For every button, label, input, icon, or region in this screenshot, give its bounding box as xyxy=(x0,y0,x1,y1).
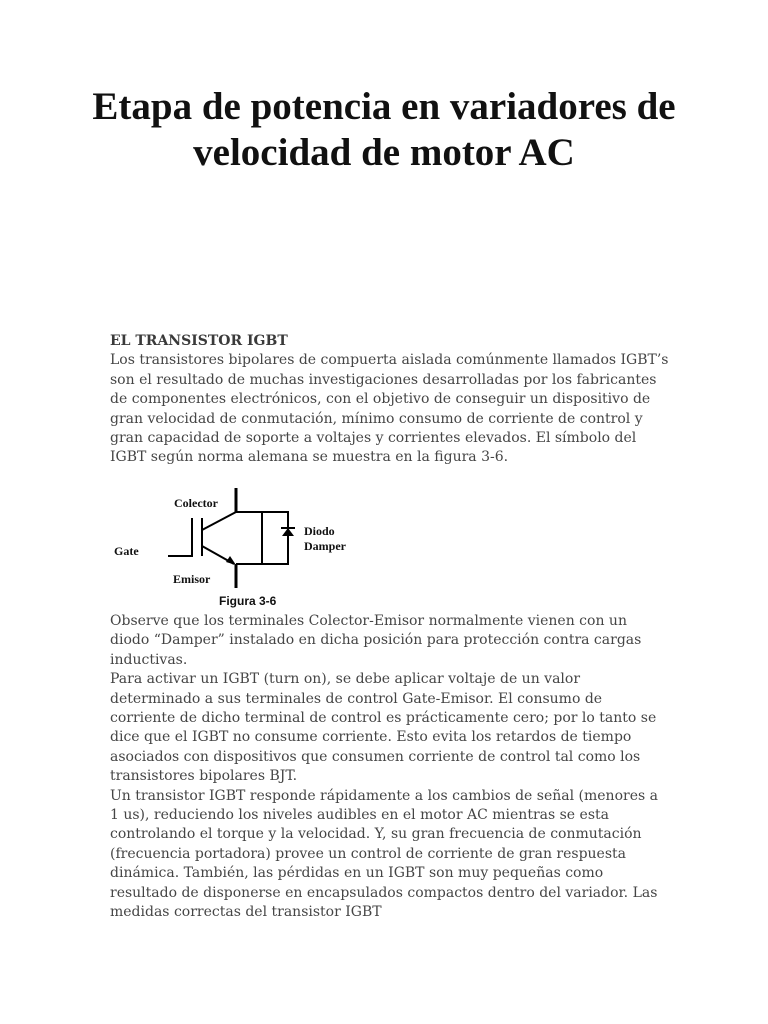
label-damper: Damper xyxy=(304,539,346,553)
paragraph-intro: Los transistores bipolares de compuerta aislada comúnmente llamados IGBT’s son el resultado de muchas investigaciones desarrolladas por los fabricantes de componentes electrónicos, con el objetivo de conseguir un dispositivo de gran velocidad de conmutación, mínimo consumo de corriente de control y gran capacidad de soporte a voltajes y corrientes elevados. El símbolo del IGBT según norma alemana se muestra en la figura 3-6. xyxy=(110,352,669,466)
figure-caption: Figura 3-6 xyxy=(219,594,277,608)
document-title: Etapa de potencia en variadores de velocidad de motor AC xyxy=(92,85,676,174)
paragraph-damper: Observe que los terminales Colector-Emisor normalmente vienen con un diodo “Damper” instalado en dicha posición para protección contra cargas inductivas. xyxy=(110,613,642,668)
paragraph-response: Un transistor IGBT responde rápidamente a los cambios de señal (menores a 1 us), reduciendo los niveles audibles en el motor AC mientras se esta controlando el torque y la velocidad. Y, su gran frecuencia de conmutación (frecuencia portadora) provee un control de corriente de gran respuesta dinámica. También, las pérdidas en un IGBT son muy pequeñas como resultado de disponerse en encapsulados compactos dentro del variador. Las medidas correctas del transistor IGBT xyxy=(110,787,658,921)
damper-diode-loop xyxy=(236,512,262,564)
text-block-body xyxy=(110,612,670,923)
igbt-symbol-figure xyxy=(110,484,370,610)
section-heading: EL TRANSISTOR IGBT xyxy=(110,333,288,349)
gate-wire xyxy=(168,518,192,556)
diode-triangle xyxy=(282,528,294,536)
label-emisor: Emisor xyxy=(173,572,211,586)
text-block-intro xyxy=(110,332,670,468)
label-colector: Colector xyxy=(174,496,218,510)
emitter-arrow xyxy=(226,556,236,565)
label-gate: Gate xyxy=(114,544,139,558)
collector-junction xyxy=(202,512,236,530)
diode-branch xyxy=(262,512,288,564)
paragraph-turn-on: Para activar un IGBT (turn on), se debe aplicar voltaje de un valor determinado a sus terminales de control Gate-Emisor. El consumo de corriente de dicho terminal de control es prácticamente cero; por lo tanto se dice que el IGBT no consume corriente. Esto evita los retardos de tiempo asociados con dispositivos que consumen corriente de control tal como los transistores bipolares BJT. xyxy=(110,671,657,785)
label-diodo: Diodo xyxy=(304,524,335,538)
